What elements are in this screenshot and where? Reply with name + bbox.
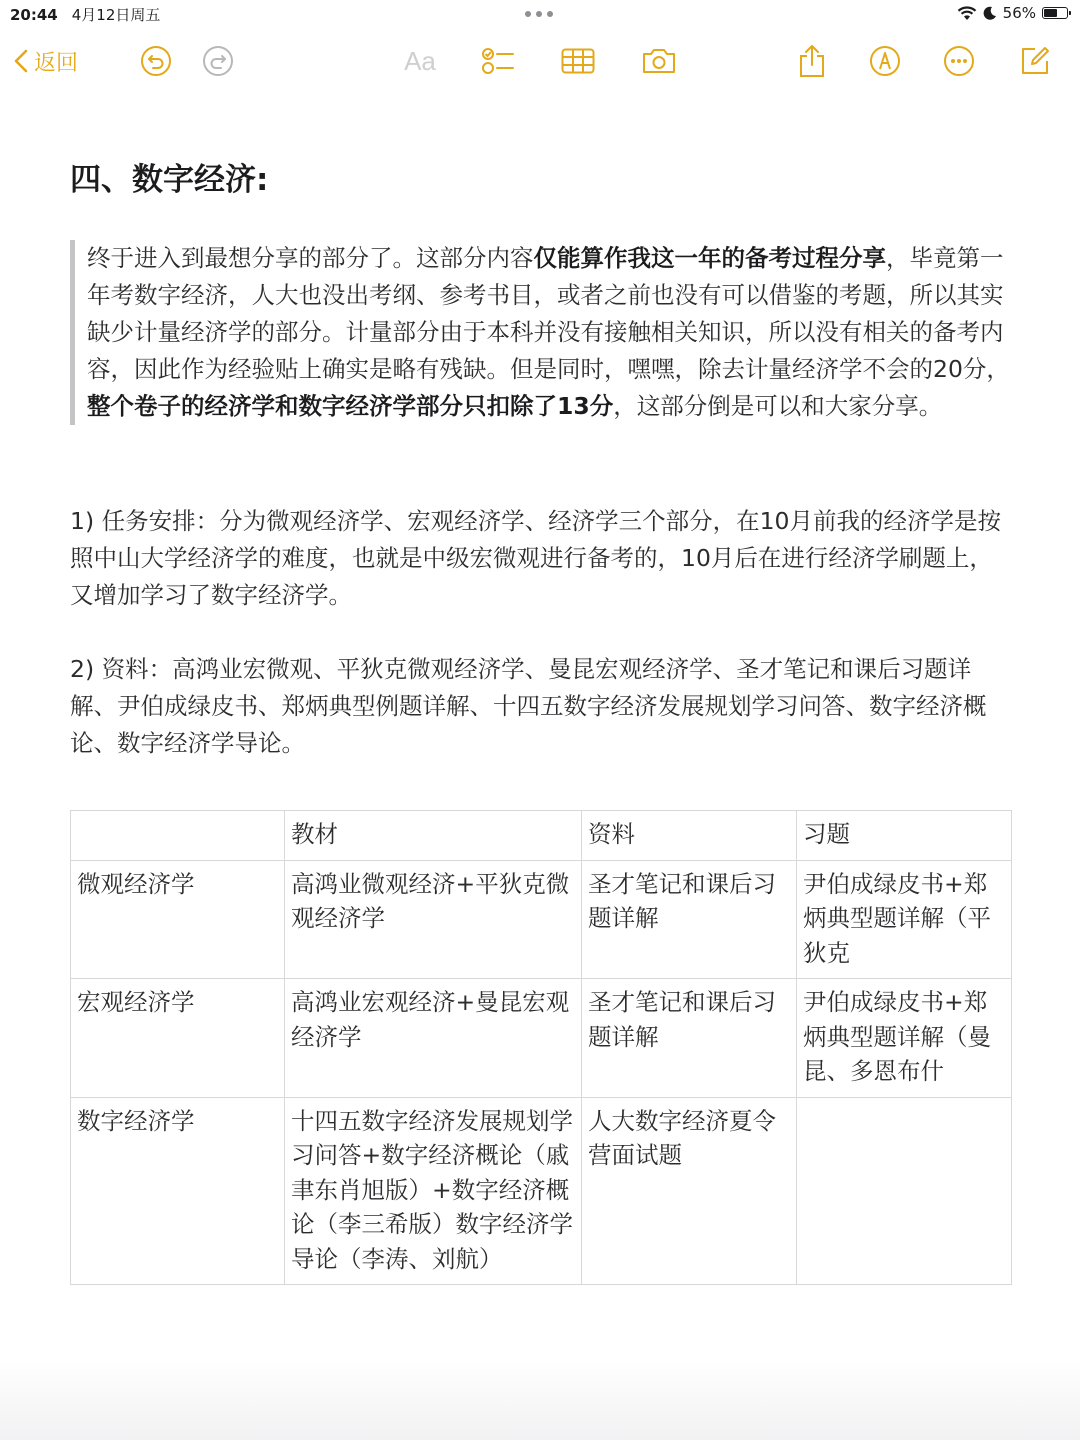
table-cell[interactable]: 微观经济学 bbox=[71, 860, 285, 979]
camera-icon bbox=[641, 47, 677, 75]
quote-bold-1: 仅能算作我这一年的备考过程分享 bbox=[533, 244, 886, 272]
status-date: 4月12日周五 bbox=[71, 6, 161, 24]
table-cell[interactable]: 尹伯成绿皮书+郑炳典型题详解（曼昆、多恩布什 bbox=[797, 979, 1012, 1098]
table-header-cell[interactable]: 教材 bbox=[285, 811, 582, 861]
table-cell[interactable]: 尹伯成绿皮书+郑炳典型题详解（平狄克 bbox=[797, 860, 1012, 979]
undo-icon bbox=[140, 45, 172, 77]
table-row bbox=[71, 860, 1012, 979]
undo-button[interactable] bbox=[138, 38, 174, 84]
camera-button[interactable] bbox=[640, 38, 678, 84]
status-right bbox=[957, 4, 1068, 22]
redo-icon bbox=[202, 45, 234, 77]
toolbar bbox=[0, 38, 1080, 84]
block-quote bbox=[70, 240, 1015, 425]
study-materials-table[interactable] bbox=[70, 810, 1012, 1285]
note-body[interactable] bbox=[70, 150, 1015, 757]
table-icon bbox=[561, 48, 595, 74]
table-cell[interactable]: 数字经济学 bbox=[71, 1097, 285, 1285]
redo-button[interactable] bbox=[200, 38, 236, 84]
more-icon bbox=[943, 45, 975, 77]
compose-icon bbox=[1019, 45, 1051, 77]
paragraph-materials: 2) 资料：高鸿业宏微观、平狄克微观经济学、曼昆宏观经济学、圣才笔记和课后习题详解、尹伯成绿皮书、郑炳典型例题详解、十四五数字经济发展规划学习问答、数字经济概论、数字经济学导论。 bbox=[70, 655, 987, 757]
battery-icon bbox=[1042, 7, 1068, 19]
checklist-button[interactable] bbox=[480, 38, 516, 84]
table-header-cell[interactable]: 资料 bbox=[582, 811, 797, 861]
table-cell[interactable]: 宏观经济学 bbox=[71, 979, 285, 1098]
table-header-cell[interactable] bbox=[71, 811, 285, 861]
battery-percent: 56% bbox=[1002, 4, 1036, 22]
table-cell[interactable]: 圣才笔记和课后习题详解 bbox=[582, 979, 797, 1098]
share-icon bbox=[798, 44, 826, 78]
table-cell[interactable]: 高鸿业微观经济+平狄克微观经济学 bbox=[285, 860, 582, 979]
checklist-icon bbox=[481, 46, 515, 76]
quote-text-1: 终于进入到最想分享的部分了。这部分内容 bbox=[87, 244, 534, 272]
status-time: 20:44 bbox=[10, 6, 58, 24]
quote-bold-2: 整个卷子的经济学和数字经济学部分只扣除了13分 bbox=[87, 392, 614, 420]
format-button[interactable] bbox=[400, 38, 440, 84]
note-title: 四、数字经济: bbox=[70, 162, 269, 198]
chevron-left-icon bbox=[14, 49, 28, 73]
paragraph-task-plan: 1) 任务安排：分为微观经济学、宏观经济学、经济学三个部分，在10月前我的经济学是按照中山大学经济学的难度，也就是中级宏微观进行备考的，10月后在进行经济学刷题上，又增加学习了数字经济学。 bbox=[70, 507, 1001, 609]
table-row bbox=[71, 979, 1012, 1098]
table-header-row bbox=[71, 811, 1012, 861]
bottom-fade bbox=[0, 1360, 1080, 1440]
table-cell[interactable]: 高鸿业宏观经济+曼昆宏观经济学 bbox=[285, 979, 582, 1098]
more-button[interactable] bbox=[942, 38, 976, 84]
table-cell[interactable]: 圣才笔记和课后习题详解 bbox=[582, 860, 797, 979]
status-time-date bbox=[10, 4, 160, 25]
table-cell[interactable]: 十四五数字经济发展规划学习问答+数字经济概论（戚聿东肖旭版）+数字经济概论（李三希版）数字经济学导论（李涛、刘航） bbox=[285, 1097, 582, 1285]
quote-text-2: ，毕竟第一年考数字经济，人大也没出考纲、参考书目，或者之前也没有可以借鉴的考题，所以其实缺少计量经济学的部分。计量部分由于本科并没有接触相关知识，所以没有相关的备考内容，因此作为经验贴上确实是略有残缺。但是同时，嘿嘿，除去计量经济学不会的20分， bbox=[87, 244, 1010, 383]
markup-button[interactable] bbox=[868, 38, 902, 84]
table-cell[interactable]: 人大数字经济夏令营面试题 bbox=[582, 1097, 797, 1285]
table-row bbox=[71, 1097, 1012, 1285]
wifi-icon bbox=[957, 6, 977, 21]
table-cell[interactable] bbox=[797, 1097, 1012, 1285]
table-header-cell[interactable]: 习题 bbox=[797, 811, 1012, 861]
table-button[interactable] bbox=[560, 38, 596, 84]
markup-icon bbox=[869, 45, 901, 77]
moon-icon bbox=[983, 6, 997, 20]
multitasking-dots[interactable] bbox=[525, 11, 553, 17]
back-label: 返回 bbox=[34, 50, 79, 76]
compose-button[interactable] bbox=[1018, 38, 1052, 84]
share-button[interactable] bbox=[796, 38, 828, 84]
format-label: Aa bbox=[404, 45, 436, 76]
status-bar bbox=[0, 0, 1080, 28]
quote-text-3: ，这部分倒是可以和大家分享。 bbox=[613, 392, 943, 420]
back-button[interactable] bbox=[14, 38, 78, 84]
